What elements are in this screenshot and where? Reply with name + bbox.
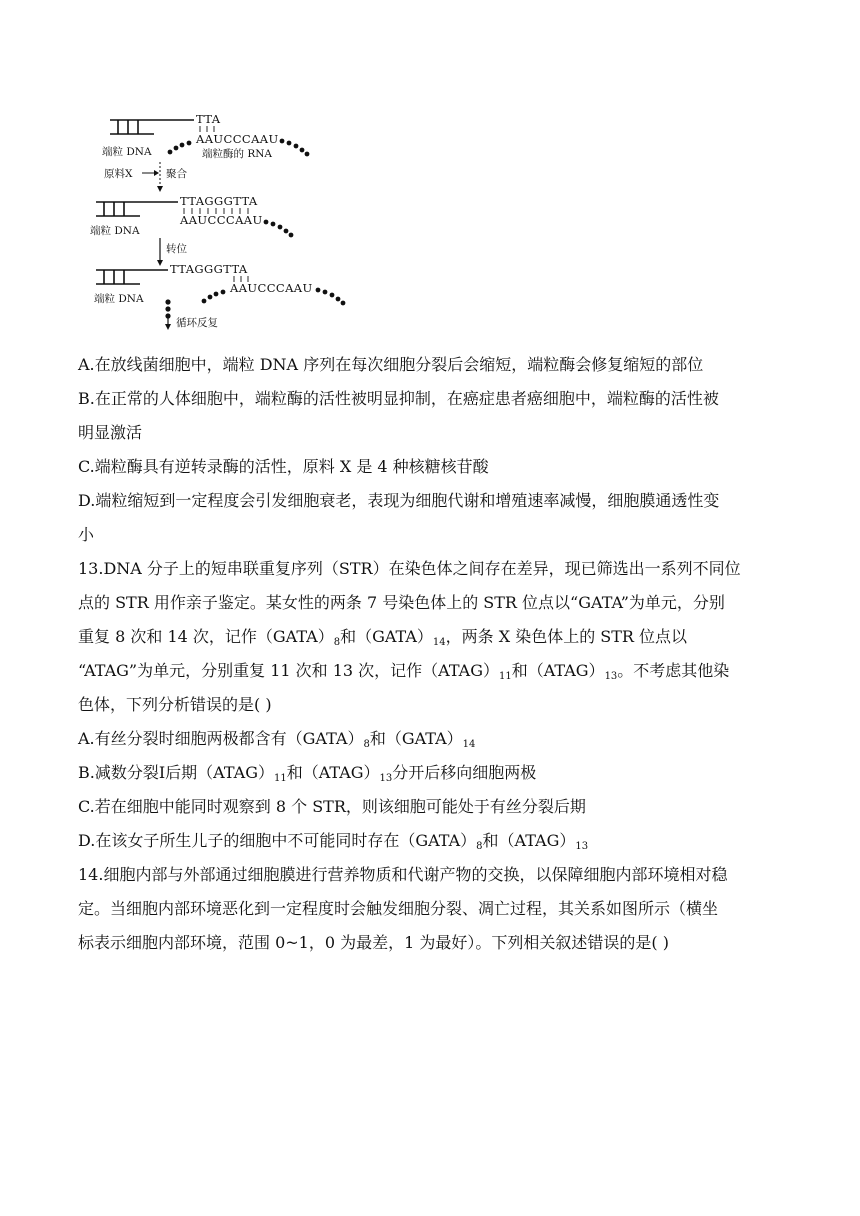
step2-action-label: 转位: [166, 243, 187, 255]
q12-option-a: A.在放线菌细胞中，端粒 DNA 序列在每次细胞分裂后会缩短，端粒酶会修复缩短的部位: [78, 355, 704, 374]
q13-option-d: D.在该女子所生儿子的细胞中不可能同时存在$(GATA)_8$和$(ATAG)_{13}$: [78, 831, 589, 852]
q14-stem-line3: 标表示细胞内部环境，范围 0~1，0 为最差，1 为最好）。下列相关叙述错误的是( ): [78, 933, 669, 952]
step1-input-label: 原料X: [104, 168, 133, 180]
q12-option-b-cont: 明显激活: [78, 423, 143, 442]
q12-option-b: B.在正常的人体细胞中，端粒酶的活性被明显抑制，在癌症患者癌细胞中，端粒酶的活性被: [78, 389, 719, 408]
q13-stem-line2: 点的 STR 用作亲子鉴定。某女性的两条 7 号染色体上的 STR 位点以“GATA”为单元，分别: [78, 593, 725, 612]
step3-dotted-arrow: [165, 299, 170, 318]
q13-option-c: C.若在细胞中能同时观察到 8 个 STR，则该细胞可能处于有丝分裂后期: [78, 797, 586, 816]
row2-rna-beads: [264, 220, 294, 238]
row1-rna-label: 端粒酶的 RNA: [202, 148, 273, 160]
q14-stem-line2: 定。当细胞内部环境恶化到一定程度时会触发细胞分裂、凋亡过程，其关系如图所示（横坐: [78, 899, 719, 918]
row2-rna-seq: AAUCCCAAU: [180, 213, 263, 227]
row1-dna: [110, 120, 194, 134]
step1-action-label: 聚合: [166, 168, 187, 180]
telomerase-diagram: [90, 110, 356, 332]
q13-option-b: B.减数分裂Ⅰ后期$(ATAG)_{11}$和$(ATAG)_{13}$分开后移向细胞两极: [78, 763, 537, 784]
q12-option-c: C.端粒酶具有逆转录酶的活性，原料 X 是 4 种核糖核苷酸: [78, 457, 489, 476]
step3-action-label: 循环反复: [176, 317, 218, 329]
q12-option-d-cont: 小: [78, 525, 95, 544]
row3-dna-label: 端粒 DNA: [94, 293, 144, 305]
row2-dna: [96, 202, 178, 216]
q14-stem-line1: 14.细胞内部与外部通过细胞膜进行营养物质和代谢产物的交换，以保障细胞内部环境相对稳: [78, 865, 728, 884]
q13-stem-line5: 色体，下列分析错误的是( ): [78, 695, 272, 714]
row3-rna-seq: AAUCCCAAU: [230, 281, 313, 295]
row1-rna-seq: AAUCCCAAU: [196, 132, 279, 146]
row3-dna: [96, 270, 168, 284]
q12-option-d: D.端粒缩短到一定程度会引发细胞衰老，表现为细胞代谢和增殖速率减慢，细胞膜通透性变: [78, 491, 720, 510]
q13-stem-line3: 重复 8 次和 14 次，记作$(GATA)_8$和$(GATA)_{14}$，两条 X 染色体上的 STR 位点以: [78, 627, 688, 648]
question-text: [78, 348, 782, 960]
q13-option-a: A.有丝分裂时细胞两极都含有$(GATA)_8$和$(GATA)_{14}$: [78, 729, 476, 750]
row2-dna-label: 端粒 DNA: [90, 225, 140, 237]
row1-top-seq: TTA: [196, 112, 221, 126]
row1-dna-label: 端粒 DNA: [102, 146, 152, 158]
row2-top-seq: TTAGGGTTA: [180, 194, 258, 208]
q13-stem-line4: “ATAG”为单元，分别重复 11 次和 13 次，记作$(ATAG)_{11}$和$(ATAG)_{13}$。不考虑其他染: [78, 661, 730, 682]
row3-top-seq: TTAGGGTTA: [170, 262, 248, 276]
q13-stem-line1: 13.DNA 分子上的短串联重复序列（STR）在染色体之间存在差异，现已筛选出一系列不同位: [78, 559, 741, 578]
